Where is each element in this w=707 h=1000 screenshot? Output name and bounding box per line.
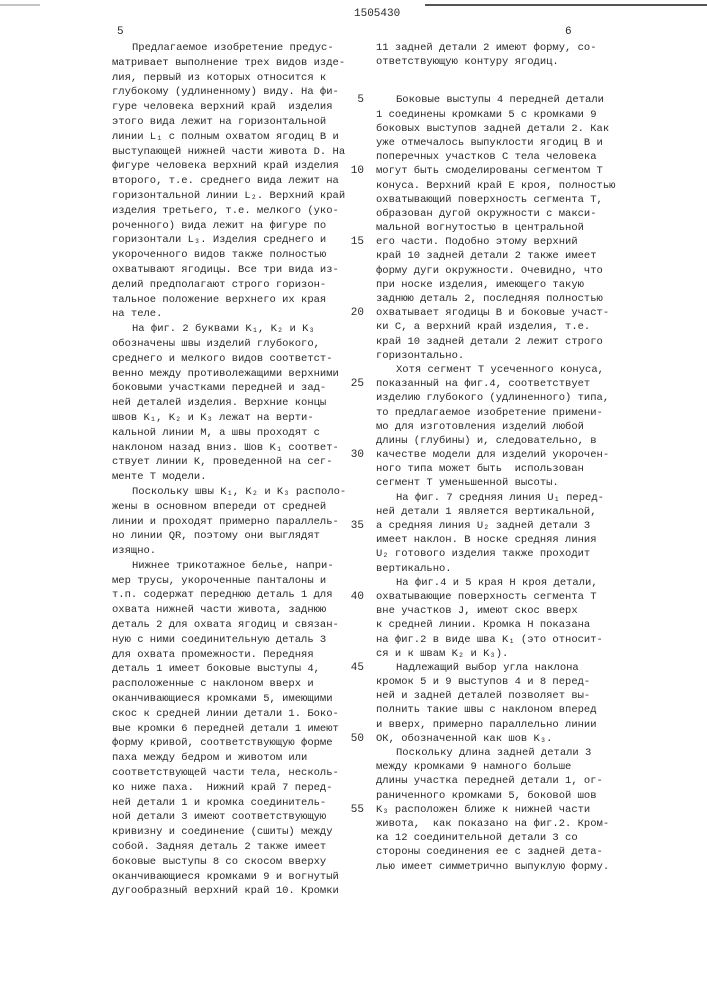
text-line bbox=[112, 56, 346, 71]
margin-line-number: 45 bbox=[342, 661, 364, 675]
text-line bbox=[112, 662, 346, 677]
line-text: мер трусы, укороченные панталоны и bbox=[112, 575, 326, 587]
text-line bbox=[112, 396, 346, 411]
line-text: 1 соединены кромками 5 с кромками 9 bbox=[376, 109, 597, 121]
text-line bbox=[376, 306, 615, 320]
text-line bbox=[112, 485, 346, 500]
text-line bbox=[112, 515, 346, 530]
paragraph-gap bbox=[376, 69, 615, 93]
line-text: охватывающий поверхность сегмента T, bbox=[376, 194, 603, 206]
line-text: На фиг.4 и 5 края H кроя детали, bbox=[396, 577, 598, 589]
text-line bbox=[112, 367, 346, 382]
paragraph bbox=[376, 363, 615, 491]
line-text: боковыми участками передней и зад- bbox=[112, 382, 326, 394]
text-line bbox=[112, 766, 346, 781]
line-text: второго, т.е. среднего вида лежит на bbox=[112, 175, 339, 187]
line-text: мальной вогнутостью в центральной bbox=[376, 222, 584, 234]
line-text: на теле. bbox=[112, 308, 162, 320]
text-line bbox=[112, 219, 346, 234]
line-text: живота, как показано на фиг.2. Кром- bbox=[376, 818, 609, 830]
margin-line-number: 30 bbox=[342, 448, 364, 462]
line-text: этого вида лежит на горизонтальной bbox=[112, 116, 326, 128]
line-text: менте T модели. bbox=[112, 471, 207, 483]
text-line bbox=[112, 574, 346, 589]
line-text: Нижнее трикотажное белье, напри- bbox=[132, 560, 334, 572]
line-text: На фиг. 2 буквами K₁, K₂ и K₃ bbox=[132, 323, 315, 335]
right-text-column bbox=[376, 41, 615, 874]
text-line bbox=[376, 661, 615, 675]
text-line bbox=[376, 519, 615, 533]
line-text: ка 12 соединительной детали 3 со bbox=[376, 832, 578, 844]
patent-number: 1505430 bbox=[354, 8, 400, 20]
line-text: при носке изделия, имеющего такую bbox=[376, 279, 584, 291]
line-text: обозначены швы изделий глубокого, bbox=[112, 338, 320, 350]
line-text: оканчивающиеся кромками 9 и вогнутый bbox=[112, 871, 339, 883]
text-line bbox=[112, 736, 346, 751]
line-text: ствует линии K, проведенной на сег- bbox=[112, 456, 333, 468]
line-text: раниченного кромками 5, боковой шов bbox=[376, 790, 597, 802]
text-line bbox=[112, 825, 346, 840]
line-text: жены в основном впереди от средней bbox=[112, 501, 326, 513]
text-line bbox=[112, 278, 346, 293]
text-line bbox=[376, 505, 615, 519]
line-text: делий предполагают строго горизон- bbox=[112, 279, 326, 291]
line-text: линии и проходят примерно параллель- bbox=[112, 516, 339, 528]
text-line bbox=[376, 179, 615, 193]
line-text: деталь 2 для охвата ягодиц и связан- bbox=[112, 619, 339, 631]
text-line bbox=[376, 476, 615, 490]
paragraph bbox=[112, 485, 346, 559]
text-line bbox=[376, 689, 615, 703]
line-text: заднюю деталь 2, последняя полностью bbox=[376, 293, 603, 305]
paragraph bbox=[376, 491, 615, 576]
line-text: Хотя сегмент T усеченного конуса, bbox=[396, 364, 604, 376]
text-line bbox=[112, 455, 346, 470]
line-text: укороченного видов также полностью bbox=[112, 249, 326, 261]
text-line bbox=[112, 633, 346, 648]
line-text: вне участков J, имеют скос вверх bbox=[376, 605, 578, 617]
text-line bbox=[376, 193, 615, 207]
text-line bbox=[376, 292, 615, 306]
line-text: т.п. содержат переднюю деталь 1 для bbox=[112, 589, 333, 601]
text-line bbox=[112, 248, 346, 263]
line-text: ной детали 3 имеют соответствующую bbox=[112, 811, 326, 823]
line-text: соответствующей части тела, несколь- bbox=[112, 767, 339, 779]
text-line bbox=[376, 491, 615, 505]
text-line bbox=[376, 604, 615, 618]
line-text: глубокому (удлиненному) виду. На фи- bbox=[112, 86, 339, 98]
line-text: фигуре человека верхний край изделия bbox=[112, 160, 339, 172]
line-text: скос к средней линии детали 1. Боко- bbox=[112, 708, 339, 720]
line-text: Надлежащий выбор угла наклона bbox=[396, 662, 579, 674]
line-text: ки С, а верхний край изделия, т.е. bbox=[376, 321, 590, 333]
line-text: ного типа может быть использован bbox=[376, 463, 584, 475]
text-line bbox=[376, 718, 615, 732]
margin-line-number: 15 bbox=[342, 235, 364, 249]
line-text: 11 задней детали 2 имеют форму, со- bbox=[376, 42, 597, 54]
line-text: изделию глубокого (удлиненного) типа, bbox=[376, 392, 609, 404]
paragraph bbox=[112, 41, 346, 322]
text-line bbox=[112, 559, 346, 574]
line-text: швов K₁, K₂ и K₃ лежат на верти- bbox=[112, 412, 314, 424]
margin-line-number: 10 bbox=[342, 164, 364, 178]
margin-line-number: 5 bbox=[342, 93, 364, 107]
text-line bbox=[112, 426, 346, 441]
text-line bbox=[112, 840, 346, 855]
text-line bbox=[376, 150, 615, 164]
text-line bbox=[112, 189, 346, 204]
text-line bbox=[376, 221, 615, 235]
line-text: то предлагаемое изобретение примени- bbox=[376, 407, 603, 419]
text-line bbox=[112, 722, 346, 737]
line-text: край 10 задней детали 2 также имеет bbox=[376, 250, 597, 262]
line-text: на фиг.2 в виде шва K₁ (это относит- bbox=[376, 634, 603, 646]
text-line bbox=[376, 377, 615, 391]
text-line bbox=[376, 235, 615, 249]
margin-line-number: 55 bbox=[342, 803, 364, 817]
text-line bbox=[112, 648, 346, 663]
text-line bbox=[376, 122, 615, 136]
line-text: мо для изготовления изделий любой bbox=[376, 421, 584, 433]
line-text: поперечных участков С тела человека bbox=[376, 151, 597, 163]
line-text: качестве модели для изделий укорочен- bbox=[376, 449, 609, 461]
text-line bbox=[376, 618, 615, 632]
text-line bbox=[112, 293, 346, 308]
margin-line-number: 50 bbox=[342, 732, 364, 746]
line-text: дугообразный верхний край 10. Кромки bbox=[112, 885, 339, 897]
line-text: форму дуги окружности. Очевидно, что bbox=[376, 265, 603, 277]
text-line bbox=[112, 71, 346, 86]
text-line bbox=[112, 204, 346, 219]
text-line bbox=[112, 263, 346, 278]
margin-line-number: 25 bbox=[342, 377, 364, 391]
text-line bbox=[112, 41, 346, 56]
line-text: выступающей нижней части живота D. На bbox=[112, 146, 345, 158]
line-text: Предлагаемое изобретение предус- bbox=[132, 42, 334, 54]
text-line bbox=[376, 434, 615, 448]
text-line bbox=[376, 590, 615, 604]
line-text: между кромками 9 намного больше bbox=[376, 761, 571, 773]
line-text: Боковые выступы 4 передней детали bbox=[396, 94, 604, 106]
line-text: для охвата промежности. Передняя bbox=[112, 649, 314, 661]
text-line bbox=[376, 420, 615, 434]
text-line bbox=[376, 363, 615, 377]
text-line bbox=[376, 562, 615, 576]
scan-artifact-line bbox=[0, 4, 40, 6]
page-number-left: 5 bbox=[117, 26, 124, 38]
margin-line-number: 40 bbox=[342, 590, 364, 604]
line-text: горизонтальной линии L₂. Верхний край bbox=[112, 190, 345, 202]
line-text: полнить такие швы с наклоном вперед bbox=[376, 704, 597, 716]
paragraph bbox=[112, 322, 346, 485]
line-text: Поскольку швы K₁, K₂ и K₃ располо- bbox=[132, 486, 346, 498]
text-line bbox=[376, 320, 615, 334]
line-text: стороны соединения ее с задней дета- bbox=[376, 846, 603, 858]
text-line bbox=[112, 470, 346, 485]
line-text: Поскольку длина задней детали 3 bbox=[396, 747, 591, 759]
paragraph bbox=[376, 746, 615, 874]
line-text: могут быть смоделированы сегментом T bbox=[376, 165, 603, 177]
line-text: тальное положение верхнего их края bbox=[112, 294, 326, 306]
text-line bbox=[376, 803, 615, 817]
page-number-right: 6 bbox=[565, 26, 572, 38]
text-line bbox=[112, 618, 346, 633]
line-text: горизонтали L₃. Изделия среднего и bbox=[112, 234, 326, 246]
text-line bbox=[376, 335, 615, 349]
scan-border-line bbox=[425, 4, 707, 6]
text-line bbox=[112, 870, 346, 885]
line-text: изящно. bbox=[112, 545, 156, 557]
paragraph bbox=[376, 576, 615, 661]
text-line bbox=[112, 174, 346, 189]
line-text: а средняя линия U₂ задней детали 3 bbox=[376, 520, 590, 532]
line-text: сегмент T уменьшенной высоты. bbox=[376, 477, 559, 489]
text-line bbox=[112, 796, 346, 811]
line-text: паха между бедром и животом или bbox=[112, 752, 307, 764]
line-text: ответствующую контуру ягодиц. bbox=[376, 56, 559, 68]
text-line bbox=[376, 817, 615, 831]
text-line bbox=[376, 789, 615, 803]
text-line bbox=[376, 108, 615, 122]
text-line bbox=[112, 115, 346, 130]
text-line bbox=[376, 448, 615, 462]
text-line bbox=[112, 544, 346, 559]
text-line bbox=[112, 855, 346, 870]
line-text: уже отмечалось выпуклости ягодиц В и bbox=[376, 137, 603, 149]
line-text: линии L₁ с полным охватом ягодиц В и bbox=[112, 131, 339, 143]
line-text: боковые выступы 8 со скосом вверху bbox=[112, 856, 326, 868]
paragraph bbox=[376, 41, 615, 69]
text-line bbox=[112, 692, 346, 707]
line-text: конуса. Верхний край Е кроя, полностью bbox=[376, 180, 615, 192]
text-line bbox=[112, 233, 346, 248]
paragraph bbox=[112, 559, 346, 899]
text-line bbox=[376, 760, 615, 774]
text-line bbox=[376, 576, 615, 590]
line-text: образован дугой окружности с макси- bbox=[376, 208, 597, 220]
text-line bbox=[112, 85, 346, 100]
text-line bbox=[376, 774, 615, 788]
line-text: венно между противолежащими верхними bbox=[112, 368, 339, 380]
text-line bbox=[112, 781, 346, 796]
text-line bbox=[112, 322, 346, 337]
text-line bbox=[376, 207, 615, 221]
text-line bbox=[112, 130, 346, 145]
line-text: охватывают ягодицы. Все три вида из- bbox=[112, 264, 339, 276]
text-line bbox=[112, 100, 346, 115]
line-text: ко ниже паха. Нижний край 7 перед- bbox=[112, 782, 333, 794]
text-line bbox=[112, 145, 346, 160]
line-text: кромок 5 и 9 выступов 4 и 8 перед- bbox=[376, 676, 590, 688]
text-line bbox=[376, 746, 615, 760]
text-line bbox=[112, 751, 346, 766]
line-text: к средней линии. Кромка H показана bbox=[376, 619, 590, 631]
text-line bbox=[376, 547, 615, 561]
margin-line-number: 20 bbox=[342, 306, 364, 320]
text-line bbox=[112, 707, 346, 722]
line-text: среднего и мелкого видов соответст- bbox=[112, 353, 333, 365]
text-line bbox=[112, 381, 346, 396]
line-text: кривизну и соединение (сшиты) между bbox=[112, 826, 333, 838]
line-text: ней деталей изделия. Верхние концы bbox=[112, 397, 326, 409]
line-text: показанный на фиг.4, соответствует bbox=[376, 378, 590, 390]
line-text: длины (глубины) и, следовательно, в bbox=[376, 435, 597, 447]
text-line bbox=[376, 675, 615, 689]
line-text: ней детали 1 является вертикальной, bbox=[376, 506, 597, 518]
text-line bbox=[376, 647, 615, 661]
line-text: ОК, обозначенной как шов K₃. bbox=[376, 733, 552, 745]
line-text: собой. Задняя деталь 2 также имеет bbox=[112, 841, 326, 853]
text-line bbox=[112, 529, 346, 544]
line-text: но линии QR, поэтому они выглядят bbox=[112, 530, 320, 542]
margin-line-number: 35 bbox=[342, 519, 364, 533]
line-text: боковых выступов задней детали 2. Как bbox=[376, 123, 609, 135]
line-text: охвата нижней части живота, заднюю bbox=[112, 604, 326, 616]
line-text: U₂ готового изделия также проходит bbox=[376, 548, 590, 560]
line-text: оканчивающиеся кромками 5, имеющими bbox=[112, 693, 333, 705]
line-text: K₃ расположен ближе к нижней части bbox=[376, 804, 590, 816]
text-line bbox=[376, 264, 615, 278]
line-text: ней и задней деталей позволяет вы- bbox=[376, 690, 590, 702]
text-line bbox=[112, 677, 346, 692]
text-line bbox=[112, 411, 346, 426]
text-line bbox=[112, 810, 346, 825]
text-line bbox=[376, 136, 615, 150]
text-line bbox=[376, 249, 615, 263]
line-text: расположенные с наклоном вверх и bbox=[112, 678, 314, 690]
line-text: роченного) вида лежит на фигуре по bbox=[112, 220, 326, 232]
line-text: ней детали 1 и кромка соединитель- bbox=[112, 797, 326, 809]
text-line bbox=[376, 349, 615, 363]
text-line bbox=[376, 93, 615, 107]
text-line bbox=[376, 391, 615, 405]
text-line bbox=[376, 732, 615, 746]
text-line bbox=[112, 884, 346, 899]
line-text: его части. Подобно этому верхний bbox=[376, 236, 578, 248]
text-line bbox=[112, 307, 346, 322]
paragraph bbox=[376, 93, 615, 363]
line-text: ную с ними соединительную деталь 3 bbox=[112, 634, 326, 646]
line-text: лия, первый из которых относится к bbox=[112, 72, 326, 84]
text-line bbox=[376, 462, 615, 476]
line-text: деталь 1 имеет боковые выступы 4, bbox=[112, 663, 320, 675]
line-text: имеет наклон. В носке средняя линия bbox=[376, 534, 597, 546]
line-text: матривает выполнение трех видов изде- bbox=[112, 57, 345, 69]
line-text: гуре человека верхний край изделия bbox=[112, 101, 333, 113]
text-line bbox=[376, 406, 615, 420]
line-text: охватывает ягодицы В и боковые участ- bbox=[376, 307, 609, 319]
text-line bbox=[376, 633, 615, 647]
text-line bbox=[376, 41, 615, 55]
text-line bbox=[376, 703, 615, 717]
text-line bbox=[376, 845, 615, 859]
line-text: длины участка передней детали 1, ог- bbox=[376, 775, 603, 787]
line-text: лью имеет симметрично выпуклую форму. bbox=[376, 861, 609, 873]
line-text: форму кривой, соответствующую форме bbox=[112, 737, 333, 749]
text-line bbox=[112, 603, 346, 618]
line-text: вые кромки 6 передней детали 1 имеют bbox=[112, 723, 339, 735]
text-line bbox=[376, 164, 615, 178]
text-line bbox=[112, 352, 346, 367]
text-line bbox=[376, 860, 615, 874]
text-line bbox=[112, 500, 346, 515]
line-text: наклоном назад вниз. Шов K₁ соответ- bbox=[112, 442, 339, 454]
text-line bbox=[376, 278, 615, 292]
line-text: край 10 задней детали 2 лежит строго bbox=[376, 336, 603, 348]
line-text: и вверх, примерно параллельно линии bbox=[376, 719, 597, 731]
paragraph bbox=[376, 661, 615, 746]
text-line bbox=[112, 441, 346, 456]
left-text-column bbox=[112, 41, 346, 899]
text-line bbox=[376, 55, 615, 69]
line-text: вертикально. bbox=[376, 563, 452, 575]
line-text: На фиг. 7 средняя линия U₁ перед- bbox=[396, 492, 604, 504]
line-text: кальной линии M, а швы проходят с bbox=[112, 427, 320, 439]
text-line bbox=[376, 831, 615, 845]
text-line bbox=[376, 533, 615, 547]
line-text: изделия третьего, т.е. мелкого (уко- bbox=[112, 205, 339, 217]
text-line bbox=[112, 159, 346, 174]
text-line bbox=[112, 588, 346, 603]
line-text: охватывающие поверхность сегмента T bbox=[376, 591, 597, 603]
line-text: ся и к швам K₂ и K₃). bbox=[376, 648, 508, 660]
text-line bbox=[112, 337, 346, 352]
line-text: горизонтально. bbox=[376, 350, 464, 362]
